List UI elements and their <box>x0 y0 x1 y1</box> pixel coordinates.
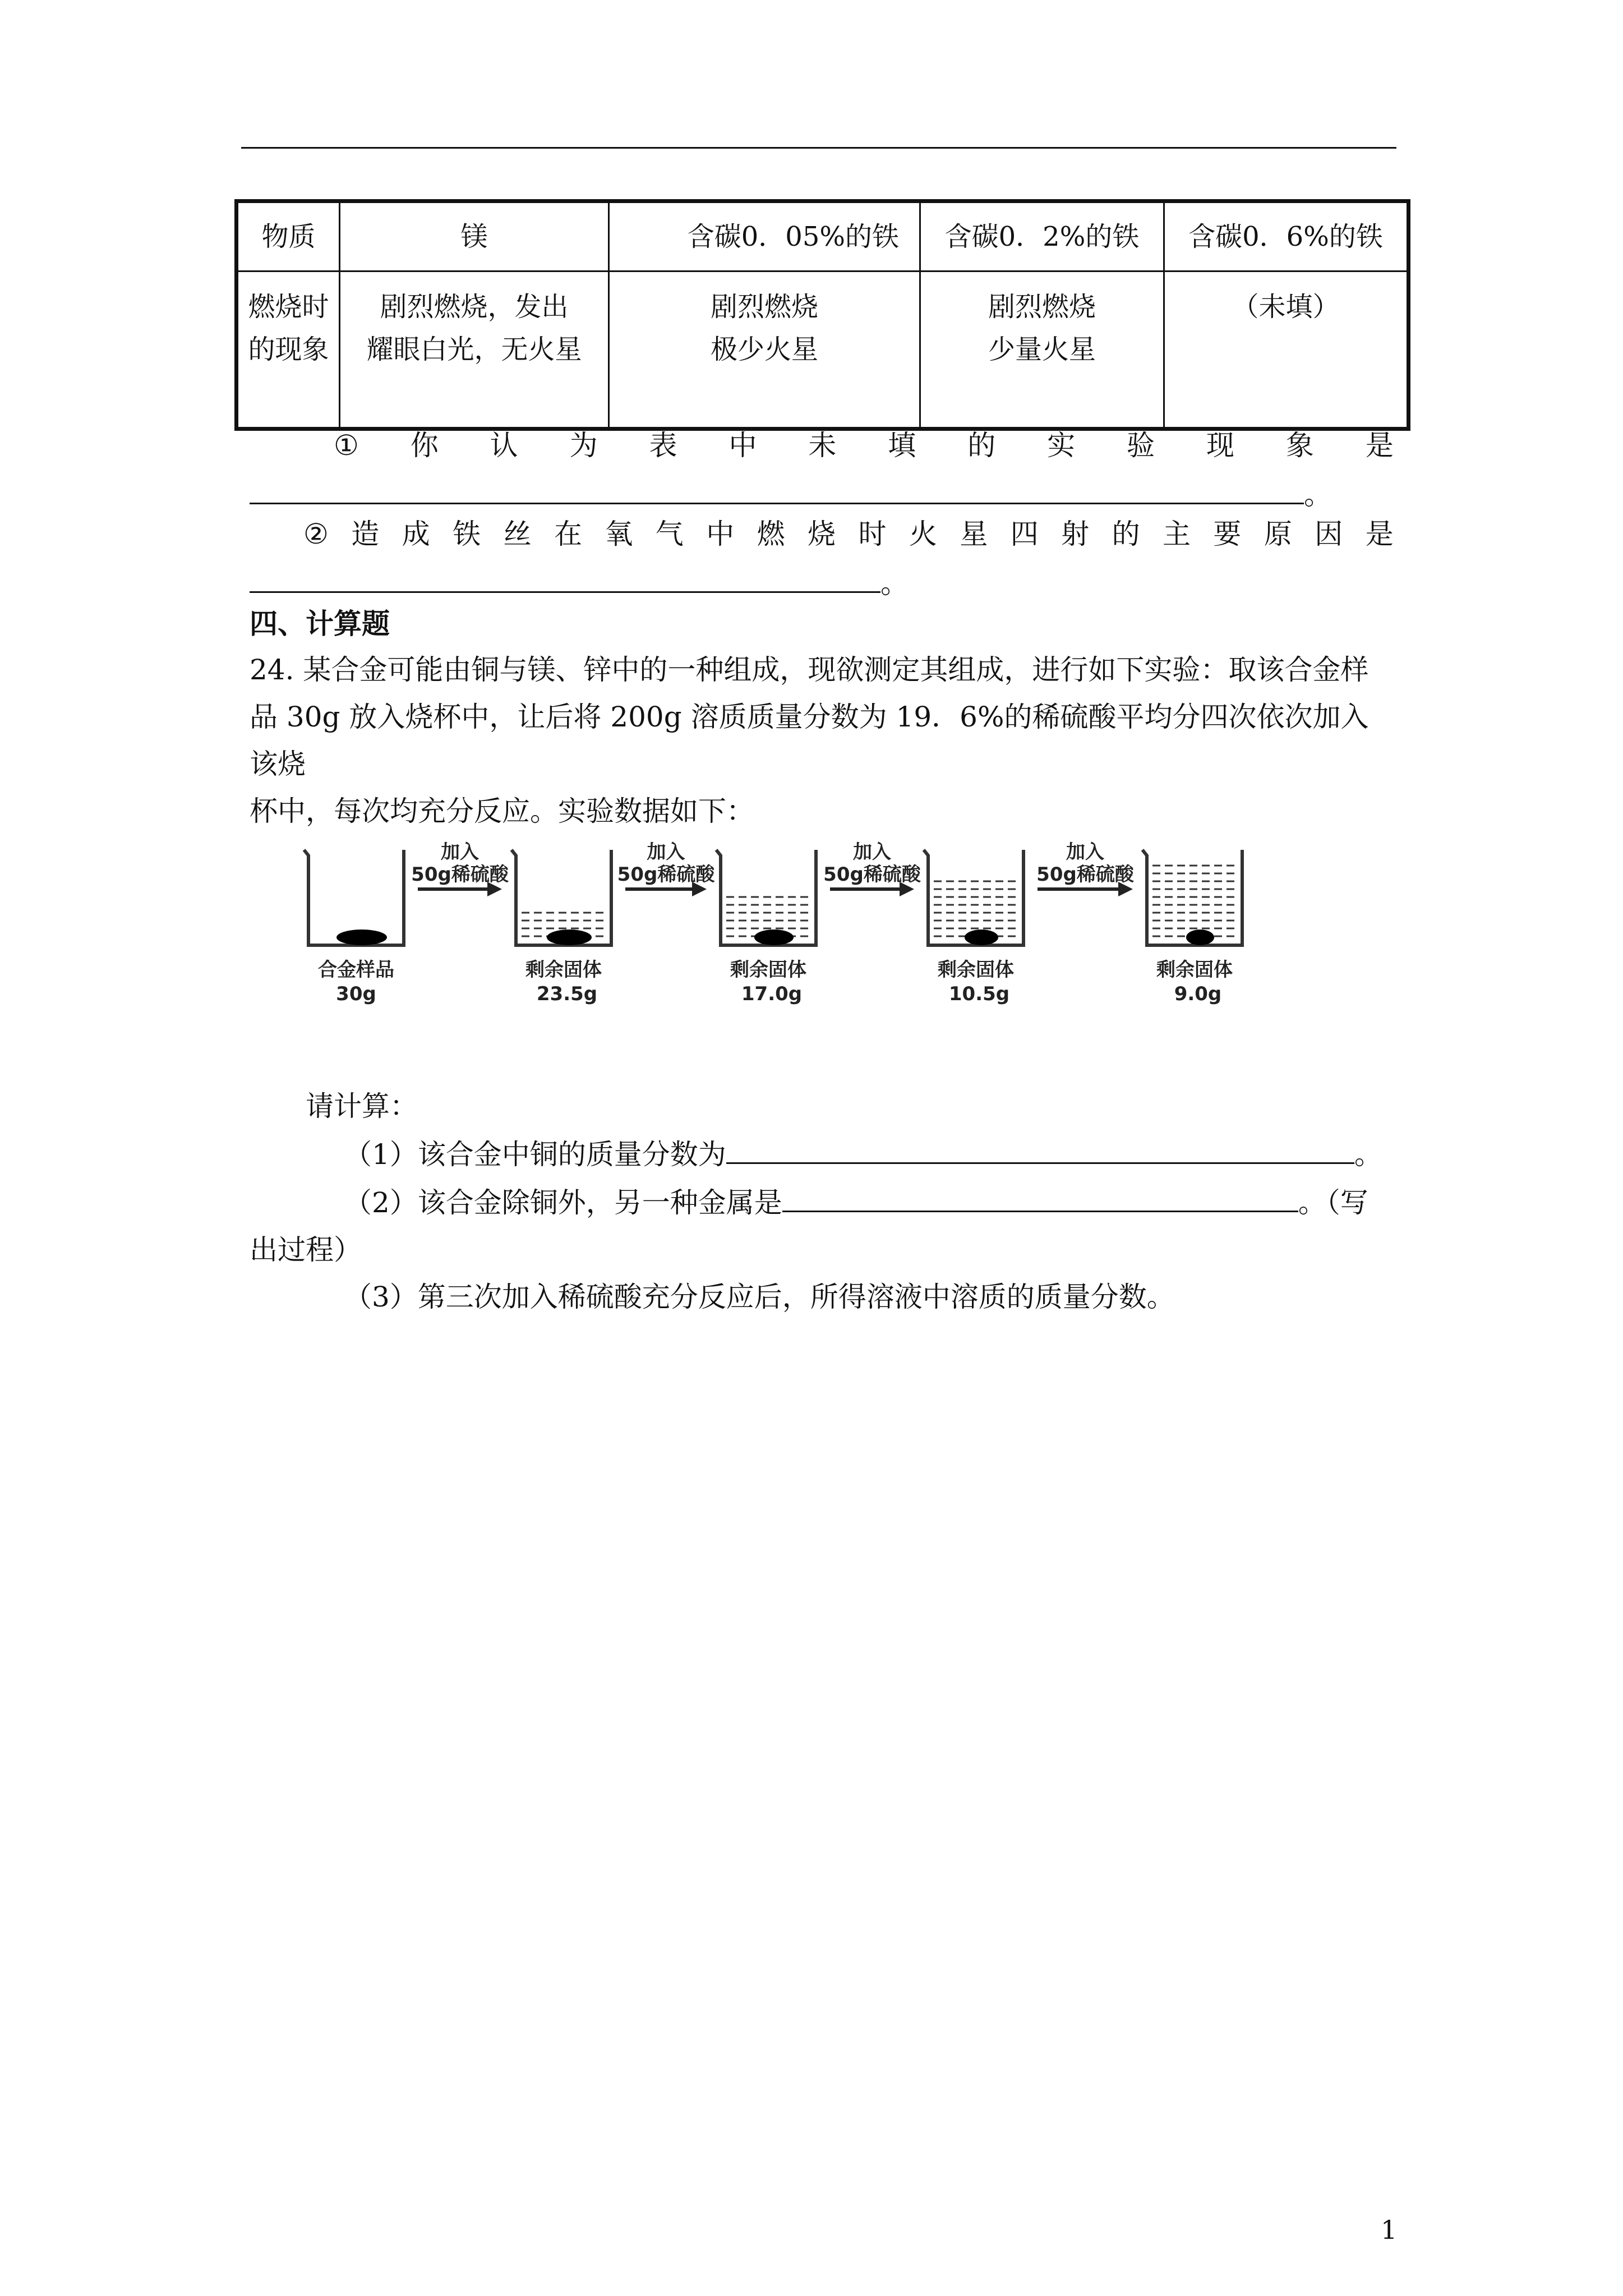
header-rule <box>241 147 1396 149</box>
problem-line: 品 30g 放入烧杯中，让后将 200g 溶质质量分数为 19．6%的稀硫酸平均分四次依次加入该烧 <box>250 701 1369 780</box>
arrow-label-bottom: 50g稀硫酸 <box>1036 863 1134 886</box>
cell-line: 耀眼白光，无火星 <box>366 334 582 365</box>
calc-question-text: （1）该合金中铜的质量分数为 <box>344 1138 726 1171</box>
answer-blank[interactable] <box>726 1130 1354 1164</box>
table-header-cell: 含碳0．6%的铁 <box>1164 201 1409 272</box>
arrow-label-bottom: 50g稀硫酸 <box>617 863 715 886</box>
table-header-cell: 含碳0．05%的铁 <box>609 201 920 272</box>
question-char: 为 <box>569 429 598 462</box>
problem-line: 24. 某合金可能由铜与镁、锌中的一种组成，现欲测定其组成，进行如下实验：取该合金样 <box>250 654 1369 686</box>
arrow-label-top: 加入 <box>647 841 685 863</box>
question-char: 燃 <box>757 518 785 550</box>
question-char: 造 <box>351 518 380 550</box>
table-cell <box>340 272 609 429</box>
sentence-end: 。 <box>1304 478 1332 511</box>
question-char: 主 <box>1163 518 1191 550</box>
arrow-label-top: 加入 <box>1066 841 1104 863</box>
question-char: 在 <box>554 518 582 550</box>
experiment-figure <box>303 836 1312 1043</box>
question-2-answer-line <box>250 558 1394 607</box>
question-char: 表 <box>649 429 677 462</box>
arrow-label-bottom: 50g稀硫酸 <box>823 863 921 886</box>
sentence-end: 。 <box>1354 1138 1382 1171</box>
question-char: 验 <box>1127 429 1155 462</box>
beaker-label: 剩余固体 <box>525 959 602 981</box>
question-char: 中 <box>728 429 757 462</box>
question-char: 实 <box>1047 429 1076 462</box>
question-char: ① <box>334 429 359 462</box>
question-char: 火 <box>909 518 937 550</box>
cell-line: 少量火星 <box>988 334 1096 365</box>
table-phenomenon-row <box>237 272 1409 429</box>
solid-sample <box>965 930 998 945</box>
solid-sample <box>754 930 794 945</box>
beaker-sequence-diagram <box>303 836 1312 1043</box>
question-char: 铁 <box>453 518 481 550</box>
arrow-label-top: 加入 <box>441 841 479 863</box>
calc-questions <box>250 1083 1394 1320</box>
solid-sample <box>1186 930 1214 945</box>
question-char: 象 <box>1285 429 1314 462</box>
question-char: 成 <box>402 518 430 550</box>
question-char: ② <box>303 518 329 550</box>
answer-blank[interactable] <box>782 1178 1298 1212</box>
calc-question-3: （3）第三次加入稀硫酸充分反应后，所得溶液中溶质的质量分数。 <box>344 1281 1175 1313</box>
question-char: 填 <box>888 429 916 462</box>
beaker-label: 剩余固体 <box>730 959 806 981</box>
beaker-mass: 17.0g <box>741 983 803 1005</box>
question-char: 现 <box>1206 429 1234 462</box>
answer-blank[interactable] <box>250 558 880 593</box>
table-cell <box>920 272 1164 429</box>
beaker-mass: 23.5g <box>536 983 598 1005</box>
question-char: 的 <box>1112 518 1140 550</box>
calc-question-1 <box>250 1130 1394 1178</box>
question-char: 未 <box>808 429 837 462</box>
table-cell <box>1164 272 1409 429</box>
solid-sample <box>336 930 387 945</box>
page-number: 1 <box>1381 2215 1398 2245</box>
question-char: 是 <box>1365 518 1394 550</box>
problem-statement <box>250 646 1394 835</box>
question-char: 你 <box>410 429 439 462</box>
cell-line: 剧烈燃烧，发出 <box>380 291 569 323</box>
beaker-label: 剩余固体 <box>1156 959 1233 981</box>
solid-sample <box>547 930 592 945</box>
cell-line: 剧烈燃烧 <box>988 291 1096 323</box>
sentence-end: 。 <box>880 567 909 600</box>
beaker-label: 合金样品 <box>318 959 394 981</box>
question-char: 中 <box>706 518 735 550</box>
question-char: 时 <box>858 518 887 550</box>
question-2-text <box>250 510 1394 558</box>
question-char: 四 <box>1010 518 1039 550</box>
beaker-mass: 10.5g <box>948 983 1010 1005</box>
question-char: 烧 <box>808 518 836 550</box>
question-char: 原 <box>1264 518 1292 550</box>
calc-question-2 <box>250 1178 1394 1226</box>
sentence-end: 。（写 <box>1298 1186 1368 1219</box>
row-label-line: 燃烧时 <box>248 291 329 323</box>
section-title: 四、计算题 <box>250 608 390 640</box>
question-char: 认 <box>490 429 518 462</box>
question-char: 要 <box>1213 518 1242 550</box>
question-1-text <box>250 422 1394 469</box>
cell-line: 极少火星 <box>710 334 818 365</box>
table-header-cell: 镁 <box>340 201 609 272</box>
table-header-row <box>237 201 1409 272</box>
row-label-line: 的现象 <box>248 334 329 365</box>
beaker-label: 剩余固体 <box>938 959 1014 981</box>
question-char: 的 <box>967 429 996 462</box>
question-char: 丝 <box>503 518 532 550</box>
beaker-mass: 30g <box>336 983 376 1005</box>
question-2 <box>250 510 1394 607</box>
table-cell <box>609 272 920 429</box>
table-header-cell: 含碳0．2%的铁 <box>920 201 1164 272</box>
iron-combustion-table <box>234 199 1410 431</box>
question-char: 是 <box>1365 429 1394 462</box>
cell-line: 剧烈燃烧 <box>710 291 818 323</box>
question-char: 星 <box>960 518 988 550</box>
question-char: 气 <box>655 518 684 550</box>
beaker-mass: 9.0g <box>1174 983 1222 1005</box>
question-char: 射 <box>1061 518 1090 550</box>
calc-question-2-cont: 出过程） <box>250 1234 362 1266</box>
question-char: 因 <box>1315 518 1343 550</box>
table-header-cell: 物质 <box>237 201 340 272</box>
cell-line: （未填） <box>1232 291 1340 323</box>
question-char: 氧 <box>605 518 633 550</box>
calc-intro: 请计算： <box>306 1090 418 1122</box>
calc-question-text: （2）该合金除铜外，另一种金属是 <box>344 1186 782 1219</box>
arrow-label-bottom: 50g稀硫酸 <box>411 863 509 886</box>
arrow-label-top: 加入 <box>853 841 891 863</box>
row-label-cell <box>237 272 340 429</box>
problem-line: 杯中，每次均充分反应。实验数据如下： <box>250 795 754 827</box>
question-1 <box>250 422 1394 518</box>
answer-blank[interactable] <box>250 469 1304 504</box>
